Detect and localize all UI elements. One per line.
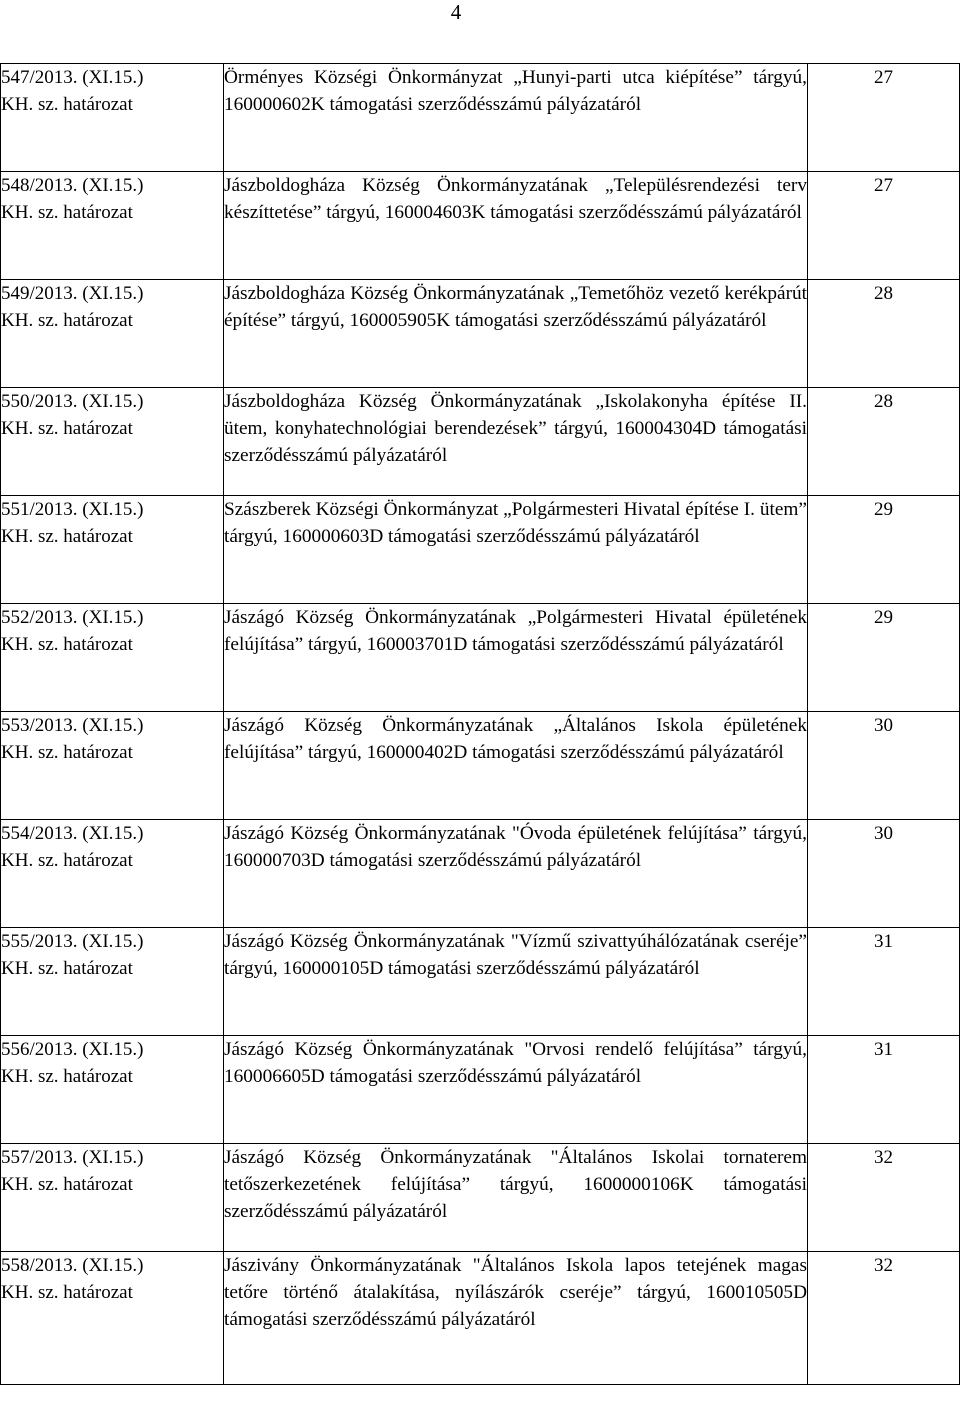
table-row bbox=[1, 496, 960, 604]
resolution-number: 553/2013. (XI.15.) bbox=[1, 715, 144, 736]
resolution-number: 556/2013. (XI.15.) bbox=[1, 1039, 144, 1060]
resolution-description: Jászágó Község Önkormányzatának "Általános Iskolai tornaterem tetőszerkezetének felújítása” tárgyú, 1600000106K támogatási szerződésszámú pályázatáról bbox=[224, 1144, 808, 1252]
table-row bbox=[1, 928, 960, 1036]
resolution-number: 555/2013. (XI.15.) bbox=[1, 931, 144, 952]
resolutions-table-body bbox=[1, 64, 960, 1385]
resolution-description: Jászboldogháza Község Önkormányzatának „Iskolakonyha építése II. ütem, konyhatechnológiai berendezések” tárgyú, 160004304D támogatási szerződésszámú pályázatáról bbox=[224, 388, 808, 496]
resolution-description: Jászboldogháza Község Önkormányzatának „Temetőhöz vezető kerékpárút építése” tárgyú, 160005905K támogatási szerződésszámú pályázatáról bbox=[224, 280, 808, 388]
resolution-number: 548/2013. (XI.15.) bbox=[1, 175, 144, 196]
resolution-description: Jászivány Önkormányzatának "Általános Iskola lapos tetejének magas tetőre történő átalakítása, nyílászárók cseréje” tárgyú, 160010505D támogatási szerződésszámú pályázatáról bbox=[224, 1252, 808, 1385]
resolution-page-number: 27 bbox=[808, 172, 960, 280]
resolution-description: Jászágó Község Önkormányzatának "Vízmű szivattyúhálózatának cseréje” tárgyú, 160000105D támogatási szerződésszámú pályázatáról bbox=[224, 928, 808, 1036]
resolution-page-number: 30 bbox=[808, 820, 960, 928]
resolution-type: KH. sz. határozat bbox=[1, 742, 133, 763]
resolution-number: 557/2013. (XI.15.) bbox=[1, 1147, 144, 1168]
resolution-id-cell bbox=[1, 64, 224, 172]
resolution-id-cell bbox=[1, 928, 224, 1036]
resolution-type: KH. sz. határozat bbox=[1, 526, 133, 547]
resolution-description: Jászágó Község Önkormányzatának "Orvosi rendelő felújítása” tárgyú, 160006605D támogatási szerződésszámú pályázatáról bbox=[224, 1036, 808, 1144]
resolution-description: Jászágó Község Önkormányzatának "Óvoda épületének felújítása” tárgyú, 160000703D támogatási szerződésszámú pályázatáról bbox=[224, 820, 808, 928]
resolution-type: KH. sz. határozat bbox=[1, 1066, 133, 1087]
resolution-id-cell bbox=[1, 280, 224, 388]
table-row bbox=[1, 712, 960, 820]
resolution-page-number: 31 bbox=[808, 928, 960, 1036]
resolution-page-number: 29 bbox=[808, 604, 960, 712]
resolution-type: KH. sz. határozat bbox=[1, 1282, 133, 1303]
resolution-type: KH. sz. határozat bbox=[1, 958, 133, 979]
resolution-page-number: 32 bbox=[808, 1252, 960, 1385]
resolution-type: KH. sz. határozat bbox=[1, 418, 133, 439]
resolution-id-cell bbox=[1, 388, 224, 496]
table-row bbox=[1, 604, 960, 712]
table-row bbox=[1, 388, 960, 496]
table-row bbox=[1, 1252, 960, 1385]
resolution-page-number: 28 bbox=[808, 388, 960, 496]
resolution-id-cell bbox=[1, 1252, 224, 1385]
resolution-id-cell bbox=[1, 496, 224, 604]
resolution-id-cell bbox=[1, 172, 224, 280]
resolution-page-number: 32 bbox=[808, 1144, 960, 1252]
resolution-description: Jászágó Község Önkormányzatának „Általános Iskola épületének felújítása” tárgyú, 160000402D támogatási szerződésszámú pályázatáról bbox=[224, 712, 808, 820]
resolution-number: 552/2013. (XI.15.) bbox=[1, 607, 144, 628]
resolution-type: KH. sz. határozat bbox=[1, 94, 133, 115]
resolution-description: Jászágó Község Önkormányzatának „Polgármesteri Hivatal épületének felújítása” tárgyú, 160003701D támogatási szerződésszámú pályázatáról bbox=[224, 604, 808, 712]
resolution-description: Szászberek Községi Önkormányzat „Polgármesteri Hivatal építése I. ütem” tárgyú, 160000603D támogatási szerződésszámú pályázatáról bbox=[224, 496, 808, 604]
resolution-number: 551/2013. (XI.15.) bbox=[1, 499, 144, 520]
table-row bbox=[1, 1036, 960, 1144]
resolution-number: 554/2013. (XI.15.) bbox=[1, 823, 144, 844]
resolution-number: 549/2013. (XI.15.) bbox=[1, 283, 144, 304]
table-row bbox=[1, 1144, 960, 1252]
resolution-page-number: 31 bbox=[808, 1036, 960, 1144]
resolution-number: 550/2013. (XI.15.) bbox=[1, 391, 144, 412]
resolution-id-cell bbox=[1, 604, 224, 712]
resolution-type: KH. sz. határozat bbox=[1, 850, 133, 871]
resolution-id-cell bbox=[1, 1144, 224, 1252]
resolution-type: KH. sz. határozat bbox=[1, 634, 133, 655]
resolution-number: 558/2013. (XI.15.) bbox=[1, 1255, 144, 1276]
resolution-type: KH. sz. határozat bbox=[1, 310, 133, 331]
resolution-type: KH. sz. határozat bbox=[1, 1174, 133, 1195]
page-number: 4 bbox=[450, 0, 462, 24]
resolution-id-cell bbox=[1, 1036, 224, 1144]
resolution-id-cell bbox=[1, 820, 224, 928]
resolution-id-cell bbox=[1, 712, 224, 820]
table-row bbox=[1, 64, 960, 172]
resolution-page-number: 28 bbox=[808, 280, 960, 388]
table-row bbox=[1, 820, 960, 928]
table-row bbox=[1, 280, 960, 388]
resolutions-table bbox=[0, 63, 960, 1385]
resolution-page-number: 27 bbox=[808, 64, 960, 172]
resolution-description: Jászboldogháza Község Önkormányzatának „Településrendezési terv készíttetése” tárgyú, 160004603K támogatási szerződésszámú pályázatáról bbox=[224, 172, 808, 280]
resolution-page-number: 30 bbox=[808, 712, 960, 820]
resolution-type: KH. sz. határozat bbox=[1, 202, 133, 223]
resolution-page-number: 29 bbox=[808, 496, 960, 604]
table-row bbox=[1, 172, 960, 280]
resolution-description: Örményes Községi Önkormányzat „Hunyi-parti utca kiépítése” tárgyú, 160000602K támogatási szerződésszámú pályázatáról bbox=[224, 64, 808, 172]
resolution-number: 547/2013. (XI.15.) bbox=[1, 67, 144, 88]
